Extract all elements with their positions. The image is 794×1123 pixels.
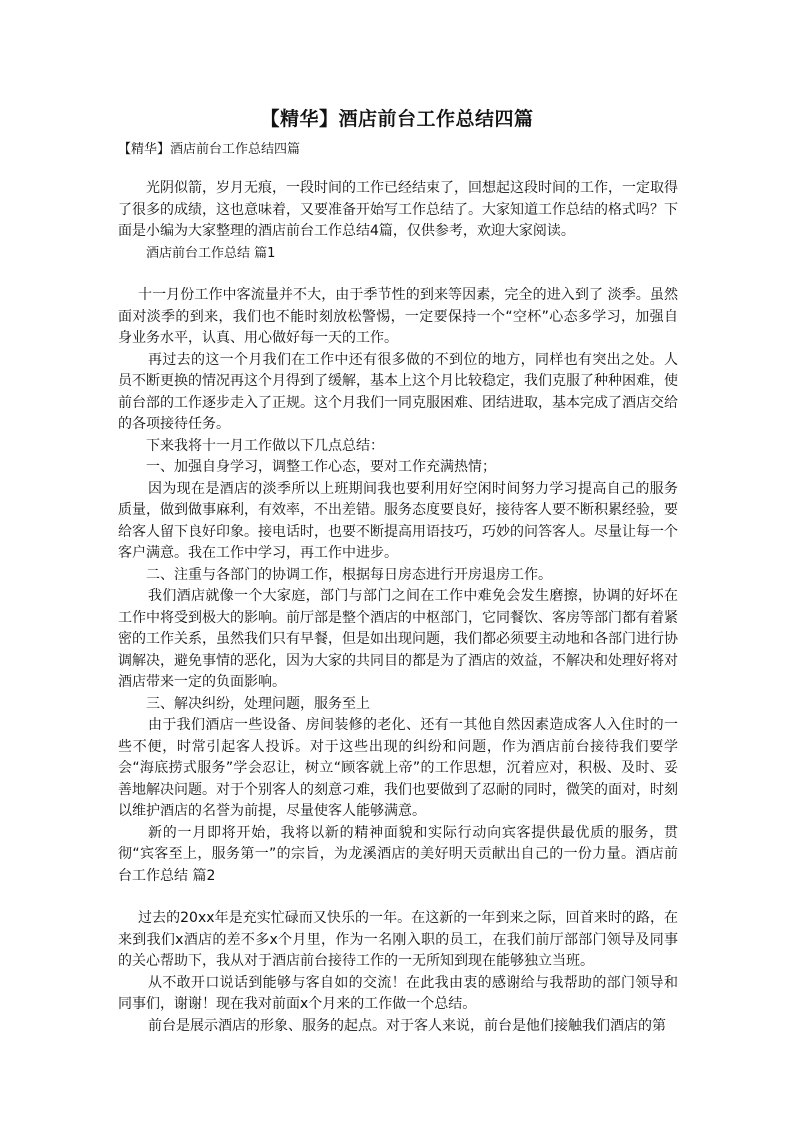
paragraph: 再过去的这一个月我们在工作中还有很多做的不到位的地方，同样也有突出之处。人员不断更换的情况再这个月得到了缓解，基本上这个月比较稳定，我们克服了种种困难，使前台部的工作逐步走入了正规。这个月我们一同克服困难、团结进取，基本完成了酒店交给的各项接待任务。 [118,351,678,432]
subheading-point-3: 三、解决纠纷，处理问题，服务至上 [146,695,370,712]
paragraph: 新的一月即将开始，我将以新的精神面貌和实际行动向宾客提供最优质的服务，贯彻“宾客至上，服务第一”的宗旨，为龙溪酒店的美好明天贡献出自己的一份力量。酒店前台工作总结 篇2 [118,824,678,884]
document-subtitle: 【精华】酒店前台工作总结四篇 [118,142,301,157]
document-title: 【精华】酒店前台工作总结四篇 [260,108,534,130]
spacer [118,887,678,908]
intro-paragraph: 光阴似箭，岁月无痕，一段时间的工作已经结束了，回想起这段时间的工作，一定取得了很多的成绩，这也意味着，又要准备开始写工作总结了。大家知道工作总结的格式吗？下面是小编为大家整理的酒店前台工作总结4篇，仅供参考，欢迎大家阅读。 [118,180,678,239]
paragraph: 下来我将十一月工作做以下几点总结： [146,437,384,454]
paragraph: 我们酒店就像一个大家庭，部门与部门之间在工作中难免会发生磨擦，协调的好坏在工作中将受到极大的影响。前厅部是整个酒店的中枢部门，它同餐饮、客房等部门都有着紧密的工作关系，虽然我们只有早餐，但是如出现问题，我们都必须要主动地和各部门进行协调解决，避免事情的恶化，因为大家的共同目的都是为了酒店的效益，不解决和处理好将对酒店带来一定的负面影响。 [118,588,678,690]
paragraph: 十一月份工作中客流量并不大，由于季节性的到来等因素，完全的进入到了 淡季。虽然面对淡季的到来，我们也不能时刻放松警惕，一定要保持一个“空杯”心态多学习，加强自身业务水平，认真、用心做好每一天的工作。 [118,287,678,346]
subheading-point-1: 一、加强自身学习，调整工作心态，要对工作充满热情； [146,459,496,475]
paragraph: 过去的20xx年是充实忙碌而又快乐的一年。在这新的一年到来之际，回首来时的路，在来到我们x酒店的差不多x个月里，作为一名刚入职的员工，在我们前厅部部门领导及同事的关心帮助下，我从对于酒店前台接待工作的一无所知到现在能够独立当班。 [118,910,678,969]
section-heading-1: 酒店前台工作总结 篇1 [146,245,276,261]
spacer [118,264,678,285]
paragraph: 由于我们酒店一些设备、房间装修的老化、还有一其他自然因素造成客人入住时的一些不便，时常引起客人投诉。对于这些出现的纠纷和问题，作为酒店前台接待我们要学会“海底捞式服务”学会忍让，树立“顾客就上帝”的工作思想，沉着应对，积极、及时、妥善地解决问题。对于个别客人的刻意刁难，我们也要做到了忍耐的同时，微笑的面对，时刻以维护酒店的名誉为前提，尽量使客人能够满意。 [118,717,678,819]
subheading-point-2: 二、注重与各部门的协调工作，根据每日房态进行开房退房工作。 [146,566,552,583]
document-body [118,178,678,1037]
paragraph: 从不敢开口说话到能够与客自如的交流！在此我由衷的感谢给与我帮助的部门领导和同事们，谢谢！现在我对前面x个月来的工作做一个总结。 [118,974,678,1012]
paragraph: 前台是展示酒店的形象、服务的起点。对于客人来说，前台是他们接触我们酒店的第 [148,1017,666,1034]
paragraph: 因为现在是酒店的淡季所以上班期间我也要利用好空闲时间努力学习提高自己的服务质量，做到做事麻利，有效率，不出差错。服务态度要良好，接待客人要不断积累经验，要给客人留下良好印象。接电话时，也要不断提高用语技巧，巧妙的问答客人。尽量让每一个客户满意。我在工作中学习，再工作中进步。 [118,480,678,561]
